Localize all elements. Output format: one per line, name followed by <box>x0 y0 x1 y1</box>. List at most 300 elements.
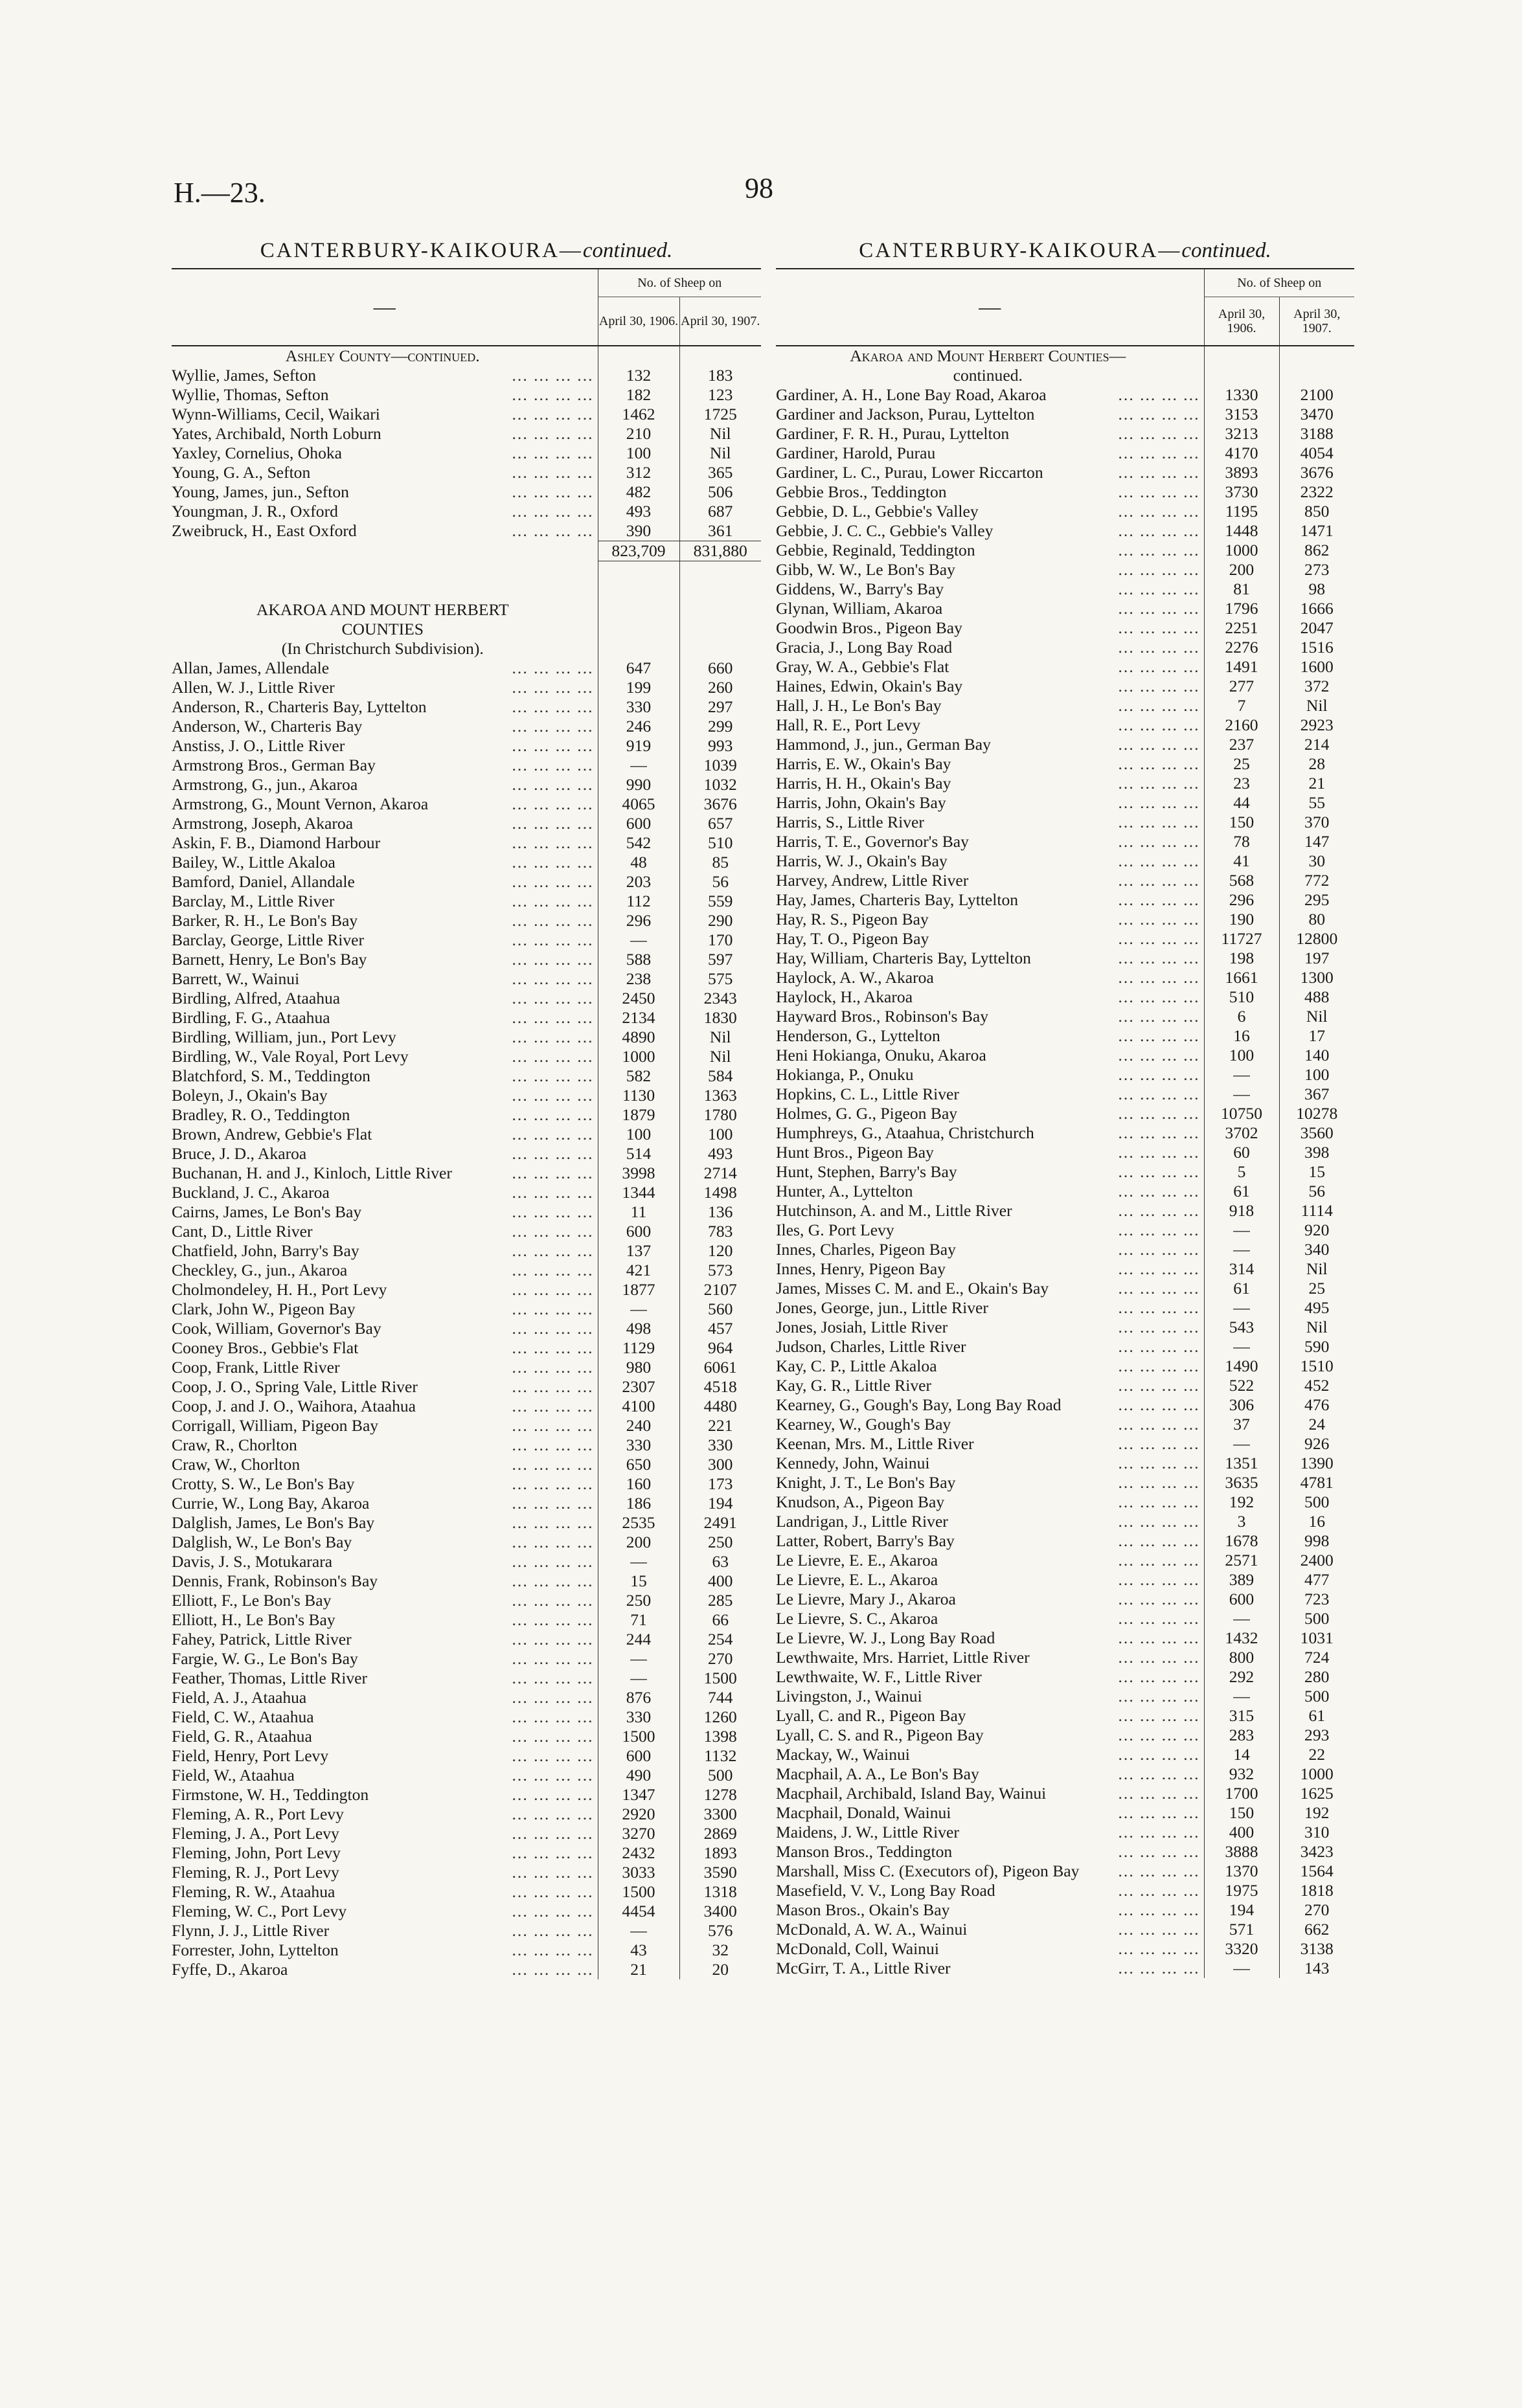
table-row <box>776 1376 1354 1395</box>
sheep-1907: 398 <box>1279 1143 1354 1162</box>
sheep-1907: Nil <box>679 424 761 444</box>
table-row <box>776 1842 1354 1862</box>
table-row <box>172 872 761 892</box>
holder-name: Manson Bros., Teddington ... <box>776 1842 1204 1862</box>
table-row <box>172 989 761 1008</box>
sheep-1907: 964 <box>679 1338 761 1358</box>
holder-name: Fyffe, D., Akaroa ... <box>172 1960 598 1979</box>
sheep-1907: 100 <box>679 1125 761 1144</box>
table-row <box>776 1065 1354 1085</box>
sheep-1906: — <box>1204 1337 1279 1356</box>
table-row <box>172 1183 761 1202</box>
sheep-1907: 660 <box>679 658 761 678</box>
holder-name: Henderson, G., Lyttelton ... <box>776 1026 1204 1046</box>
table-row <box>776 929 1354 949</box>
holder-name: Giddens, W., Barry's Bay ... <box>776 579 1204 599</box>
sheep-1907 <box>1279 366 1354 385</box>
sheep-1907: 3423 <box>1279 1842 1354 1862</box>
table-row <box>776 1259 1354 1279</box>
sheep-1906: — <box>598 1669 679 1688</box>
sheep-1906: 1000 <box>1204 541 1279 560</box>
sheep-1906: 3888 <box>1204 1842 1279 1862</box>
table-row <box>776 1590 1354 1609</box>
holder-name: Hokianga, P., Onuku ... <box>776 1065 1204 1085</box>
sheep-1906: 1130 <box>598 1086 679 1105</box>
sheep-1906 <box>598 346 679 366</box>
holder-name: Harris, John, Okain's Bay ... <box>776 793 1204 813</box>
sheep-1906: — <box>598 1649 679 1669</box>
table-row <box>172 1377 761 1397</box>
table-row <box>172 366 761 385</box>
sheep-1907: 372 <box>1279 677 1354 696</box>
sheep-1907: 330 <box>679 1435 761 1455</box>
table-row <box>172 1397 761 1416</box>
sheep-1906: 1678 <box>1204 1531 1279 1551</box>
col-1906: April 30, 1906. <box>598 297 679 346</box>
table-row <box>172 1474 761 1494</box>
sheep-1907: 1510 <box>1279 1356 1354 1376</box>
sheep-1907: 2107 <box>679 1280 761 1300</box>
sheep-1907: 2491 <box>679 1513 761 1533</box>
table-row <box>172 1416 761 1435</box>
holder-name: Knight, J. T., Le Bon's Bay ... <box>776 1473 1204 1492</box>
holder-name: Cook, William, Governor's Bay ... <box>172 1319 598 1338</box>
table-row <box>776 1240 1354 1259</box>
sheep-1906: 3998 <box>598 1164 679 1183</box>
sheep-1907: 575 <box>679 969 761 989</box>
sheep-1906: 919 <box>598 736 679 756</box>
table-row <box>172 1766 761 1785</box>
sheep-1906: 876 <box>598 1688 679 1707</box>
holder-name: Armstrong, G., jun., Akaroa ... <box>172 775 598 794</box>
holder-name: Kay, G. R., Little River ... <box>776 1376 1204 1395</box>
sheep-1906: 932 <box>1204 1764 1279 1784</box>
table-row <box>172 911 761 930</box>
sheep-1906: 1370 <box>1204 1862 1279 1881</box>
sheep-1906: 296 <box>598 911 679 930</box>
sheep-1907: 136 <box>679 1202 761 1222</box>
sheep-1907: 590 <box>1279 1337 1354 1356</box>
sheep-1906: 11 <box>598 1202 679 1222</box>
sheep-1907: 285 <box>679 1591 761 1610</box>
holder-name: Le Lievre, W. J., Long Bay Road ... <box>776 1628 1204 1648</box>
sheep-1907: 400 <box>679 1571 761 1591</box>
holder-name: Hay, James, Charteris Bay, Lyttelton ... <box>776 890 1204 910</box>
sheep-1906: 4170 <box>1204 444 1279 463</box>
sheep-1907: 293 <box>1279 1726 1354 1745</box>
holder-name: Field, C. W., Ataahua ... <box>172 1707 598 1727</box>
sheep-1906: 200 <box>598 1533 679 1552</box>
table-row <box>172 521 761 541</box>
table-row <box>172 833 761 853</box>
table-row <box>172 853 761 872</box>
sheep-1907: 657 <box>679 814 761 833</box>
holder-name: Fleming, J. A., Port Levy ... <box>172 1824 598 1843</box>
table-row <box>776 502 1354 521</box>
table-row <box>172 1105 761 1125</box>
table-row <box>776 1492 1354 1512</box>
sheep-1906: 21 <box>598 1960 679 1979</box>
sheep-1907 <box>679 581 761 600</box>
left-column <box>172 233 761 1979</box>
table-row <box>776 521 1354 541</box>
table-row <box>776 1920 1354 1939</box>
holder-name: Coop, Frank, Little River ... <box>172 1358 598 1377</box>
table-row <box>172 892 761 911</box>
table-row <box>172 482 761 502</box>
table-row <box>172 1300 761 1319</box>
sheep-1906: 1877 <box>598 1280 679 1300</box>
sheep-1907: 1830 <box>679 1008 761 1028</box>
sheep-1906: 292 <box>1204 1667 1279 1687</box>
sheep-1907: 6061 <box>679 1358 761 1377</box>
left-title: CANTERBURY-KAIKOURA—continued. <box>260 239 673 262</box>
holder-name: Anderson, R., Charteris Bay, Lyttelton ... <box>172 697 598 717</box>
holder-name: Craw, W., Chorlton ... <box>172 1455 598 1474</box>
table-row <box>172 1552 761 1571</box>
sheep-1906: 1195 <box>1204 502 1279 521</box>
sheep-1907: 221 <box>679 1416 761 1435</box>
sheep-1907: Nil <box>679 444 761 463</box>
table-row <box>172 1028 761 1047</box>
sheep-1906: 1000 <box>598 1047 679 1066</box>
sheep-1907: 500 <box>1279 1492 1354 1512</box>
table-row <box>776 949 1354 968</box>
sheep-1907: 862 <box>1279 541 1354 560</box>
sheep-1906: 2251 <box>1204 618 1279 638</box>
sheep-1907: 1363 <box>679 1086 761 1105</box>
table-row <box>776 541 1354 560</box>
sheep-1907: 98 <box>1279 579 1354 599</box>
holder-name: Davis, J. S., Motukarara ... <box>172 1552 598 1571</box>
holder-name: Knudson, A., Pigeon Bay ... <box>776 1492 1204 1512</box>
table-row <box>776 813 1354 832</box>
holder-name: Zweibruck, H., East Oxford ... <box>172 521 598 541</box>
sheep-1906: 3893 <box>1204 463 1279 482</box>
sheep-1906: 199 <box>598 678 679 697</box>
table-row <box>776 1939 1354 1959</box>
sheep-1906: 190 <box>1204 910 1279 929</box>
holder-name: continued. <box>776 366 1204 385</box>
holder-name: Cholmondeley, H. H., Port Levy ... <box>172 1280 598 1300</box>
sheep-1906: 7 <box>1204 696 1279 715</box>
sheep-1907: 25 <box>1279 1279 1354 1298</box>
table-row <box>776 1531 1354 1551</box>
sheep-1907: 100 <box>1279 1065 1354 1085</box>
sheep-1907: 1471 <box>1279 521 1354 541</box>
sheep-1906: 296 <box>1204 890 1279 910</box>
holder-name: Buckland, J. C., Akaroa ... <box>172 1183 598 1202</box>
sheep-1906: — <box>598 1552 679 1571</box>
sheep-1906: 1351 <box>1204 1454 1279 1473</box>
table-row <box>776 1764 1354 1784</box>
table-row <box>172 1824 761 1843</box>
table-row <box>172 1202 761 1222</box>
sheep-1907: Nil <box>1279 1007 1354 1026</box>
sheep-1907: 85 <box>679 853 761 872</box>
holder-name: AKAROA AND MOUNT HERBERT <box>172 600 598 620</box>
holder-name: Gardiner, A. H., Lone Bay Road, Akaroa ... <box>776 385 1204 405</box>
sheep-1906: 246 <box>598 717 679 736</box>
table-row <box>172 1086 761 1105</box>
sheep-1907: 2343 <box>679 989 761 1008</box>
sheep-1907: 1625 <box>1279 1784 1354 1803</box>
holder-name: Gebbie, J. C. C., Gebbie's Valley ... <box>776 521 1204 541</box>
table-row <box>172 1338 761 1358</box>
holder-name: Field, A. J., Ataahua ... <box>172 1688 598 1707</box>
holder-name: Birdling, Alfred, Ataahua ... <box>172 989 598 1008</box>
table-row <box>776 968 1354 987</box>
sheep-1907: 170 <box>679 930 761 950</box>
table-row <box>776 677 1354 696</box>
table-row <box>172 1727 761 1746</box>
table-row <box>172 1707 761 1727</box>
holder-name: Hunt Bros., Pigeon Bay ... <box>776 1143 1204 1162</box>
holder-name <box>172 541 598 561</box>
table-row <box>776 1570 1354 1590</box>
sheep-1907: 66 <box>679 1610 761 1630</box>
sheep-1907: 493 <box>679 1144 761 1164</box>
sheep-1907: Nil <box>679 1028 761 1047</box>
holder-name: Gracia, J., Long Bay Road ... <box>776 638 1204 657</box>
sheep-1906: 312 <box>598 463 679 482</box>
sheep-1906: 2571 <box>1204 1551 1279 1570</box>
table-row <box>172 794 761 814</box>
holder-name: Kennedy, John, Wainui ... <box>776 1454 1204 1473</box>
table-row <box>172 424 761 444</box>
table-row <box>172 1960 761 1979</box>
table-row <box>776 1318 1354 1337</box>
sheep-1907: Nil <box>1279 696 1354 715</box>
holder-name: Youngman, J. R., Oxford ... <box>172 502 598 521</box>
sheep-1906: 1462 <box>598 405 679 424</box>
table-row <box>776 560 1354 579</box>
sheep-1906: 3635 <box>1204 1473 1279 1492</box>
sheep-1907: 573 <box>679 1261 761 1280</box>
sheep-1907: 3470 <box>1279 405 1354 424</box>
total-row <box>172 541 761 561</box>
holder-name: Coop, J. and J. O., Waihora, Ataahua ... <box>172 1397 598 1416</box>
sheep-1906: 571 <box>1204 1920 1279 1939</box>
table-row <box>172 1144 761 1164</box>
sheep-1907: 3676 <box>1279 463 1354 482</box>
holder-name: James, Misses C. M. and E., Okain's Bay ... <box>776 1279 1204 1298</box>
sheep-1907: 361 <box>679 521 761 541</box>
holder-name: COUNTIES <box>172 620 598 639</box>
sheep-1907: 3188 <box>1279 424 1354 444</box>
sheep-1907: 250 <box>679 1533 761 1552</box>
holder-name: Fleming, R. W., Ataahua ... <box>172 1882 598 1902</box>
sheep-1907: 2047 <box>1279 618 1354 638</box>
sheep-1906: 44 <box>1204 793 1279 813</box>
sheep-1907: 340 <box>1279 1240 1354 1259</box>
holder-name: Checkley, G., jun., Akaroa ... <box>172 1261 598 1280</box>
sheep-1907: 28 <box>1279 754 1354 774</box>
sheep-1906: 14 <box>1204 1745 1279 1764</box>
table-row <box>776 444 1354 463</box>
holder-name: Le Lievre, S. C., Akaroa ... <box>776 1609 1204 1628</box>
holder-name: Birdling, W., Vale Royal, Port Levy ... <box>172 1047 598 1066</box>
sheep-1907: 1818 <box>1279 1881 1354 1900</box>
holder-name: Young, G. A., Sefton ... <box>172 463 598 482</box>
sheep-1907: 173 <box>679 1474 761 1494</box>
sheep-1907: 56 <box>679 872 761 892</box>
sheep-1906: — <box>1204 1687 1279 1706</box>
sheep-1906: — <box>598 930 679 950</box>
table-row <box>776 1162 1354 1182</box>
table-row <box>776 851 1354 871</box>
holder-name: Coop, J. O., Spring Vale, Little River ... <box>172 1377 598 1397</box>
table-row <box>172 1047 761 1066</box>
sheep-1906: 1347 <box>598 1785 679 1805</box>
holder-name: Gardiner, Harold, Purau ... <box>776 444 1204 463</box>
holder-name: Keenan, Mrs. M., Little River ... <box>776 1434 1204 1454</box>
sheep-1906: 41 <box>1204 851 1279 871</box>
sheep-1906: 210 <box>598 424 679 444</box>
sheep-1907: 55 <box>1279 793 1354 813</box>
table-row <box>776 910 1354 929</box>
sheep-1907: 24 <box>1279 1415 1354 1434</box>
holder-name: Gebbie, Reginald, Teddington ... <box>776 541 1204 560</box>
holder-name: Heni Hokianga, Onuku, Akaroa ... <box>776 1046 1204 1065</box>
table-row <box>776 890 1354 910</box>
sheep-1907: Nil <box>679 1047 761 1066</box>
table-row <box>172 1261 761 1280</box>
holder-name: Dennis, Frank, Robinson's Bay ... <box>172 1571 598 1591</box>
sheep-1906: 61 <box>1204 1279 1279 1298</box>
holder-name: Forrester, John, Lyttelton ... <box>172 1941 598 1960</box>
table-row <box>776 1104 1354 1123</box>
right-title: CANTERBURY-KAIKOURA—continued. <box>859 239 1271 262</box>
sheep-1907: 3138 <box>1279 1939 1354 1959</box>
sheep-1906: 137 <box>598 1241 679 1261</box>
table-row <box>172 1610 761 1630</box>
table-row <box>172 1669 761 1688</box>
sheep-1906 <box>598 639 679 658</box>
table-row <box>776 385 1354 405</box>
sheep-1906: 277 <box>1204 677 1279 696</box>
sheep-1907: 500 <box>1279 1609 1354 1628</box>
holder-name: Fleming, W. C., Port Levy ... <box>172 1902 598 1921</box>
table-row <box>172 1902 761 1921</box>
sheep-1906: 990 <box>598 775 679 794</box>
sheep-1906: 582 <box>598 1066 679 1086</box>
table-row <box>172 1649 761 1669</box>
table-row <box>776 754 1354 774</box>
sheep-1906 <box>598 561 679 581</box>
holder-name: Humphreys, G., Ataahua, Christchurch ... <box>776 1123 1204 1143</box>
sheep-1907: 926 <box>1279 1434 1354 1454</box>
holder-name <box>172 561 598 581</box>
table-row <box>776 1551 1354 1570</box>
holder-name: Crotty, S. W., Le Bon's Bay ... <box>172 1474 598 1494</box>
sheep-1907: 32 <box>679 1941 761 1960</box>
sheep-1907: 1725 <box>679 405 761 424</box>
sheep-1906: 71 <box>598 1610 679 1630</box>
sheep-1906: 244 <box>598 1630 679 1649</box>
holder-name: Le Lievre, Mary J., Akaroa ... <box>776 1590 1204 1609</box>
sheep-1907: Nil <box>1279 1318 1354 1337</box>
table-row <box>776 618 1354 638</box>
sheep-1907: 214 <box>1279 735 1354 754</box>
holder-name: Le Lievre, E. L., Akaroa ... <box>776 1570 1204 1590</box>
sheep-1906: 389 <box>1204 1570 1279 1590</box>
sheep-1906: 1432 <box>1204 1628 1279 1648</box>
table-row <box>776 1784 1354 1803</box>
table-row <box>776 1123 1354 1143</box>
sheep-1907: 495 <box>1279 1298 1354 1318</box>
table-row <box>776 1182 1354 1201</box>
sheep-1907: 3590 <box>679 1863 761 1882</box>
table-row <box>172 930 761 950</box>
holder-name: Harris, T. E., Governor's Bay ... <box>776 832 1204 851</box>
sheep-1907: 270 <box>679 1649 761 1669</box>
table-row <box>172 1222 761 1241</box>
sheep-1906: 1330 <box>1204 385 1279 405</box>
table-row <box>172 639 761 658</box>
sheep-1907: 920 <box>1279 1221 1354 1240</box>
holder-name: Barrett, W., Wainui ... <box>172 969 598 989</box>
sheep-1907: 30 <box>1279 851 1354 871</box>
table-row <box>776 793 1354 813</box>
table-row <box>776 1687 1354 1706</box>
holder-name: Innes, Henry, Pigeon Bay ... <box>776 1259 1204 1279</box>
sheep-1907: 15 <box>1279 1162 1354 1182</box>
holder-name: Barnett, Henry, Le Bon's Bay ... <box>172 950 598 969</box>
table-row <box>172 1863 761 1882</box>
table-row <box>776 832 1354 851</box>
holder-name: Kay, C. P., Little Akaloa ... <box>776 1356 1204 1376</box>
holder-name: Goodwin Bros., Pigeon Bay ... <box>776 618 1204 638</box>
table-row <box>172 1843 761 1863</box>
table-row <box>172 1494 761 1513</box>
sheep-1907: 1260 <box>679 1707 761 1727</box>
sheep-1907: 367 <box>1279 1085 1354 1104</box>
holder-name: Anderson, W., Charteris Bay ... <box>172 717 598 736</box>
table-row <box>172 1571 761 1591</box>
sheep-1907: 183 <box>679 366 761 385</box>
sheep-1907: 2322 <box>1279 482 1354 502</box>
table-row <box>776 638 1354 657</box>
holder-name: Bruce, J. D., Akaroa ... <box>172 1144 598 1164</box>
table-row <box>172 1591 761 1610</box>
sheep-1907: 295 <box>1279 890 1354 910</box>
holder-name: Holmes, G. G., Pigeon Bay ... <box>776 1104 1204 1123</box>
sheep-1906: 150 <box>1204 813 1279 832</box>
holder-name: Innes, Charles, Pigeon Bay ... <box>776 1240 1204 1259</box>
right-table <box>776 346 1354 1978</box>
sheep-1906: 25 <box>1204 754 1279 774</box>
sheep-1906: 2134 <box>598 1008 679 1028</box>
holder-name: Hunter, A., Lyttelton ... <box>776 1182 1204 1201</box>
table-row <box>172 678 761 697</box>
holder-name: Glynan, William, Akaroa ... <box>776 599 1204 618</box>
holder-name: Haines, Edwin, Okain's Bay ... <box>776 677 1204 696</box>
table-row <box>776 1667 1354 1687</box>
sheep-1906: 1129 <box>598 1338 679 1358</box>
sheep-1906: 522 <box>1204 1376 1279 1395</box>
sheep-1906: 1975 <box>1204 1881 1279 1900</box>
sheep-1906 <box>1204 366 1279 385</box>
holder-name: Bradley, R. O., Teddington ... <box>172 1105 598 1125</box>
table-row <box>776 366 1354 385</box>
sheep-1907: 576 <box>679 1921 761 1941</box>
table-row <box>776 482 1354 502</box>
holder-name: McDonald, A. W. A., Wainui ... <box>776 1920 1204 1939</box>
table-row <box>776 1046 1354 1065</box>
holder-name: Craw, R., Chorlton ... <box>172 1435 598 1455</box>
holder-name: Dalglish, James, Le Bon's Bay ... <box>172 1513 598 1533</box>
